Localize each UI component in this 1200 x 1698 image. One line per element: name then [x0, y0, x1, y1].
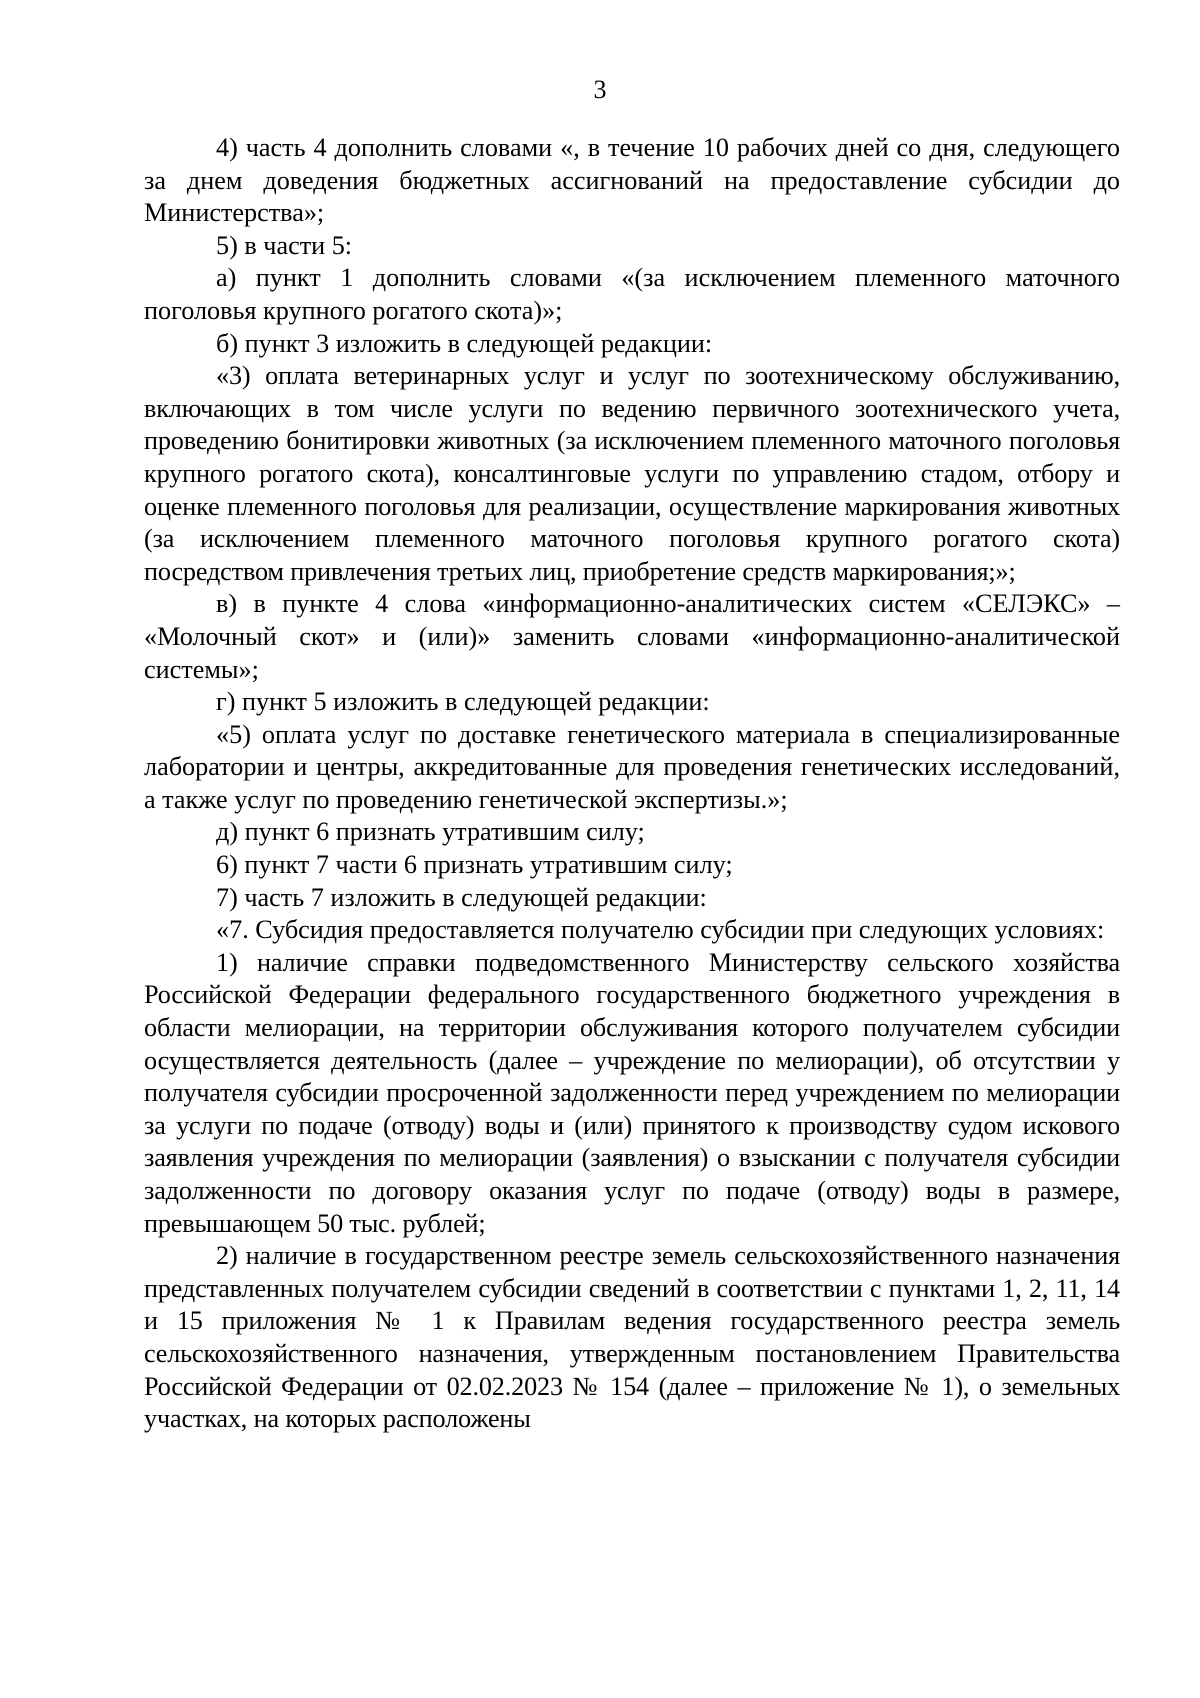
paragraph-item-4: 4) часть 4 дополнить словами «, в течение 10 рабочих дней со дня, следующего за днем доведения бюджетных ассигнований на предоставление субсидии до Министерства»; [144, 133, 1120, 228]
paragraph-quoted-part-7: «7. Субсидия предоставляется получателю субсидии при следующих условиях: [216, 915, 1105, 945]
paragraph-item-5: 5) в части 5: [216, 230, 353, 260]
paragraph-subitem-d: д) пункт 6 признать утратившим силу; [216, 817, 645, 847]
paragraph-condition-2: 2) наличие в государственном реестре земель сельскохозяйственного назначения представленных получателем субсидии сведений в соответствии с пунктами 1, 2, 11, 14 и 15 приложения № 1 к Правилам ведения государственного реестра земель сельскохозяйственного назначения, утвержденным постановлением Правительства Российской Федерации от 02.02.2023 № 154 (далее – приложение № 1), о земельных участках, на которых расположены [144, 1241, 1120, 1434]
document-body [144, 132, 1120, 1436]
paragraph-subitem-v: в) в пункте 4 слова «информационно-аналитических систем «СЕЛЭКС» – «Молочный скот» и (или)» заменить словами «информационно-аналитической системы»; [144, 589, 1120, 684]
paragraph-quoted-item-5: «5) оплата услуг по доставке генетического материала в специализированные лаборатории и центры, аккредитованные для проведения генетических исследований, а также услуг по проведению генетической экспертизы.»; [144, 719, 1120, 814]
paragraph-subitem-b: б) пункт 3 изложить в следующей редакции: [216, 328, 713, 358]
paragraph-condition-1: 1) наличие справки подведомственного Министерству сельского хозяйства Российской Федерации федерального государственного бюджетного учреждения в области мелиорации, на территории обслуживания которого получателем субсидии осуществляется деятельность (далее – учреждение по мелиорации), об отсутствии у получателя субсидии просроченной задолженности перед учреждением по мелиорации за услуги по подаче (отводу) воды и (или) принятого к производству судом искового заявления учреждения по мелиорации (заявления) о взыскании с получателя субсидии задолженности по договору оказания услуг по подаче (отводу) воды в размере, превышающем 50 тыс. рублей; [144, 947, 1120, 1238]
paragraph-subitem-g: г) пункт 5 изложить в следующей редакции: [216, 687, 710, 717]
page-number: 3 [593, 75, 607, 104]
paragraph-quoted-item-3: «3) оплата ветеринарных услуг и услуг по зоотехническому обслуживанию, включающих в том числе услуги по ведению первичного зоотехнического учета, проведению бонитировки животных (за исключением племенного маточного поголовья крупного рогатого скота), консалтинговые услуги по управлению стадом, отбору и оценке племенного поголовья для реализации, осуществление маркирования животных (за исключением племенного маточного поголовья крупного рогатого скота) посредством привлечения третьих лиц, приобретение средств маркирования;»; [144, 361, 1120, 586]
paragraph-item-6: 6) пункт 7 части 6 признать утратившим силу; [216, 850, 733, 880]
paragraph-item-7: 7) часть 7 изложить в следующей редакции: [216, 882, 707, 912]
paragraph-subitem-a: а) пункт 1 дополнить словами «(за исключением племенного маточного поголовья крупного рогатого скота)»; [144, 263, 1120, 325]
